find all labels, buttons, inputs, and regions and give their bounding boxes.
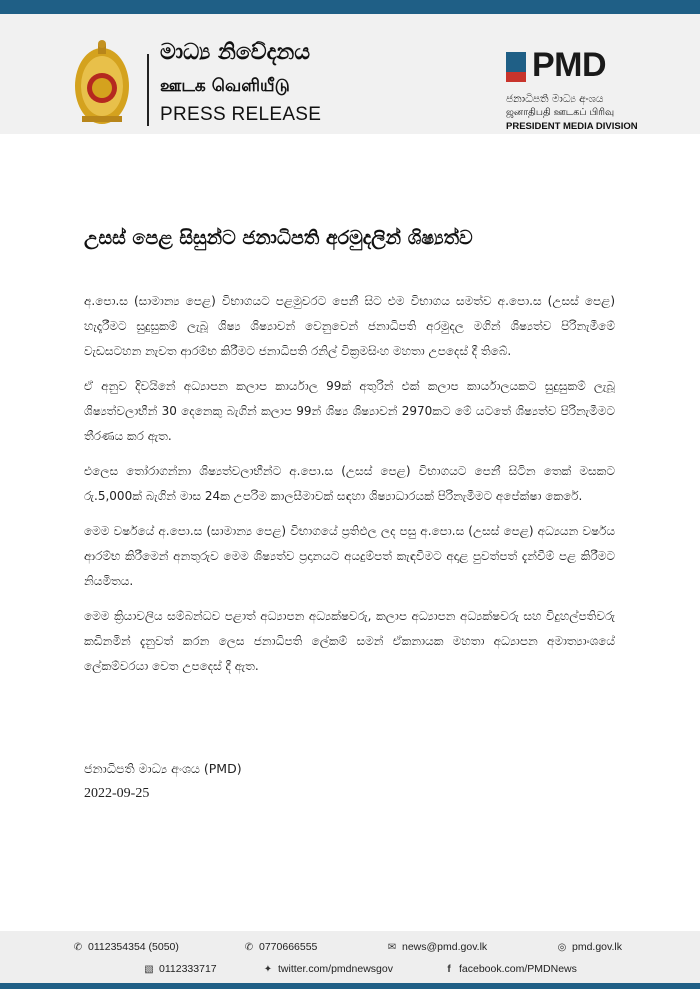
- pmd-logo-red-mark: [506, 72, 526, 82]
- twitter-icon: ✦: [263, 964, 273, 975]
- title-sinhala: මාධ්‍ය නිවේදනය: [160, 40, 311, 65]
- footer-facebook-text: facebook.com/PMDNews: [459, 963, 577, 975]
- pmd-subtitle-sinhala: ජනාධිපති මාධ්‍ය අංශය: [506, 93, 604, 105]
- footer-website-text: pmd.gov.lk: [572, 941, 622, 953]
- footer-phone-2-text: 0770666555: [259, 941, 318, 953]
- pmd-subtitle-tamil: ஜனாதிபதி ஊடகப் பிரிவு: [506, 107, 615, 118]
- paragraph: අ.පො.ස (සාමාන්‍ය පෙළ) විභාගයට පළමුවරට පෙනී සිට එම විභාගය සමත්ව අ.පො.ස (උසස් පෙළ) හැදෑරීමට සුදුසුකම් ලැබූ ශිෂ්‍ය ශිෂ්‍යාවන් වෙනුවෙන් ජනාධිපති අරමුදල මගින් ශිෂ්‍යත්ව පිරිනැමීමේ වැඩසටහන නැවත ආරම්භ කිරීමට ජනාධිපති රනිල් වික්‍රමසිංහ මහතා උපදෙස් දී තිබේ.: [84, 294, 615, 358]
- footer-email-text: news@pmd.gov.lk: [402, 941, 488, 953]
- footer-website[interactable]: [556, 941, 622, 953]
- header-divider: [147, 54, 149, 126]
- footer-facebook[interactable]: [443, 963, 577, 975]
- article-body: [84, 289, 615, 689]
- bottom-accent-bar: [0, 983, 700, 989]
- title-english: PRESS RELEASE: [160, 104, 322, 125]
- pmd-logo-blue-mark: [506, 52, 526, 72]
- footer-fax-text: 0112333717: [159, 963, 217, 975]
- footer: [0, 931, 700, 983]
- pmd-logo-text: PMD: [532, 46, 607, 84]
- footer-fax[interactable]: [143, 963, 217, 975]
- emblem-icon: [72, 38, 132, 128]
- paragraph: මෙම ක්‍රියාවලිය සම්බන්ධව පළාත් අධ්‍යාපන අධ්‍යක්ෂවරු, කලාප අධ්‍යාපන අධ්‍යක්ෂවරු සහ විදුහල්පතිවරු කඩිනමින් දැනුවත් කරන ලෙස ජනාධිපති ලේකම් සමන් ඒකනායක මහතා අධ්‍යාපන අමාත්‍යාංශයේ ලේකම්වරයා වෙත උපදෙස් දී ඇත.: [84, 609, 615, 673]
- pmd-logo: [506, 46, 626, 88]
- signoff-date: 2022-09-25: [84, 786, 150, 801]
- pmd-subtitle-english: PRESIDENT MEDIA DIVISION: [506, 121, 638, 132]
- signoff-org: ජනාධිපති මාධ්‍ය අංශය (PMD): [84, 761, 242, 776]
- title-tamil: ஊடக வெளியீடு: [160, 76, 290, 96]
- paragraph: ඒ අනුව දිවයිනේ අධ්‍යාපන කලාප කාර්යාල 99ක් අතුරින් එක් කලාප කාර්යාලයකට සුදුසුකම් ලැබූ ශිෂ්‍යත්වලාභීන් 30 දෙනෙකු බැගින් කලාප 99න් ශිෂ්‍ය ශිෂ්‍යාවන් 2970කට මේ යටතේ ශිෂ්‍යත්ව පිරිනැමීමට තීරණය කර ඇත.: [84, 379, 615, 443]
- signoff: [84, 756, 242, 806]
- footer-phone-1[interactable]: [72, 941, 179, 953]
- headline: උසස් පෙළ සිසුන්ට ජනාධිපති අරමුදලින් ශිෂ්‍යත්ව: [84, 227, 473, 249]
- globe-icon: ◎: [557, 942, 567, 953]
- top-accent-bar: [0, 0, 700, 14]
- footer-twitter[interactable]: [262, 963, 393, 975]
- footer-phone-2[interactable]: [243, 941, 317, 953]
- facebook-icon: f: [447, 964, 451, 975]
- mobile-icon: ✆: [244, 942, 254, 953]
- footer-twitter-text: twitter.com/pmdnewsgov: [278, 963, 393, 975]
- fax-icon: ▧: [144, 964, 154, 975]
- paragraph: මෙම වර්ෂයේ අ.පො.ස (සාමාන්‍ය පෙළ) විභාගයේ ප්‍රතිඵල ලද පසු අ.පො.ස (උසස් පෙළ) අධ්‍යයන වර්ෂය ආරම්භ කිරීමෙන් අනතුරුව මෙම ශිෂ්‍යත්ව ප්‍රදානයට අයදුම්පත් කැඳවීමට අදාළ පුවත්පත් දැන්වීම් පළ කිරීමට නියමිතය.: [84, 524, 615, 588]
- footer-phone-1-text: 0112354354 (5050): [88, 941, 179, 953]
- footer-email[interactable]: [386, 941, 487, 953]
- paragraph: එලෙස තෝරාගන්නා ශිෂ්‍යත්වලාභීන්ට අ.පො.ස (උසස් පෙළ) විභාගයට පෙනී සිටින තෙක් මසකට රු.5,000ක් බැගින් මාස 24ක උපරිම කාලසීමාවක් සඳහා ශිෂ්‍යාධාරයක් පිරිනැමීමට අපේක්ෂා කෙරේ.: [84, 464, 615, 503]
- email-icon: ✉: [387, 942, 397, 953]
- letterhead: [0, 14, 700, 134]
- phone-icon: ✆: [73, 942, 83, 953]
